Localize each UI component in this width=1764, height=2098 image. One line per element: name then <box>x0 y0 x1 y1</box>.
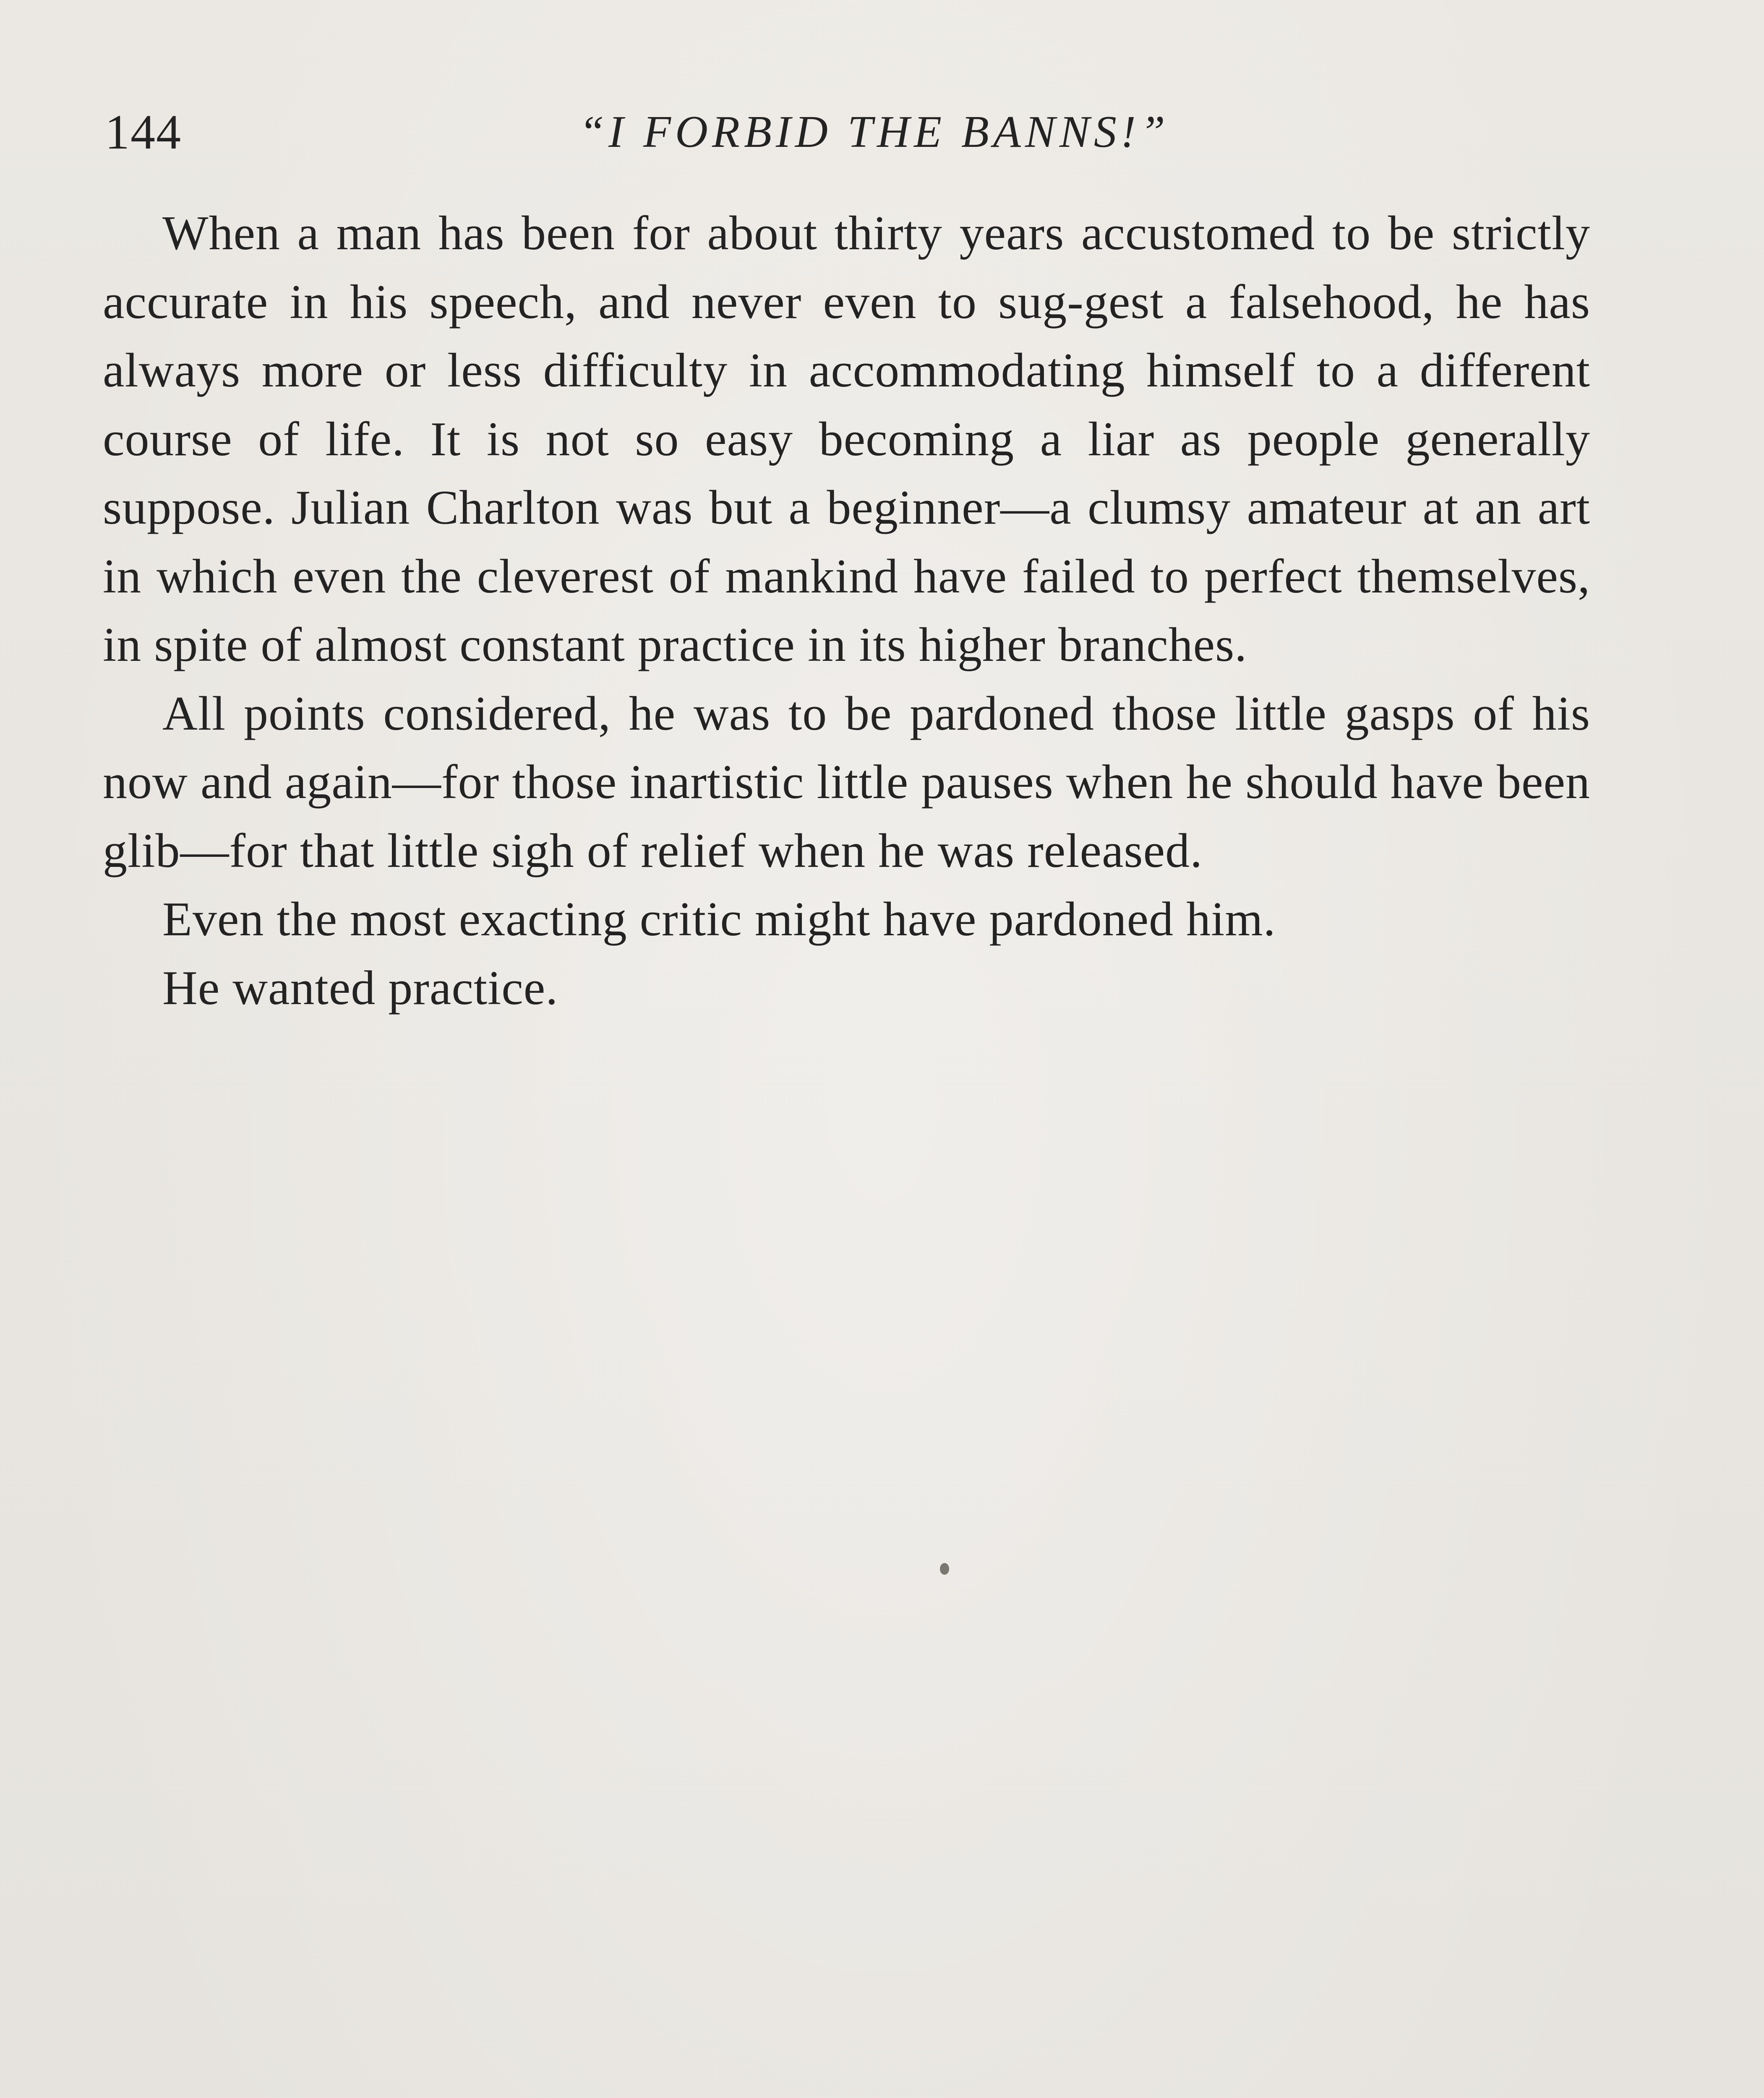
paragraph: When a man has been for about thirty years accustomed to be strictly accurate in his speech, and never even to sug-gest a falsehood, he has always more or less difficulty in accommodating himself to a different course of life. It is not so easy becoming a liar as people generally suppose. Julian Charlton was but a beginner—a clumsy amateur at an art in which even the cleverest of mankind have failed to perfect themselves, in spite of almost constant practice in its higher branches. <box>103 206 1590 672</box>
paragraph: All points considered, he was to be pardoned those little gasps of his now and again—for those inartistic little pauses when he should have been glib—for that little sigh of relief when he was released. <box>103 686 1590 878</box>
paragraph: He wanted practice. <box>162 961 558 1015</box>
page-number: 144 <box>105 104 182 159</box>
running-title: “I FORBID THE BANNS!” <box>579 107 1169 157</box>
running-head <box>105 97 1590 168</box>
body-text <box>103 199 1590 1023</box>
paragraph: Even the most exacting critic might have pardoned him. <box>162 892 1276 946</box>
ink-speck <box>940 1563 949 1575</box>
